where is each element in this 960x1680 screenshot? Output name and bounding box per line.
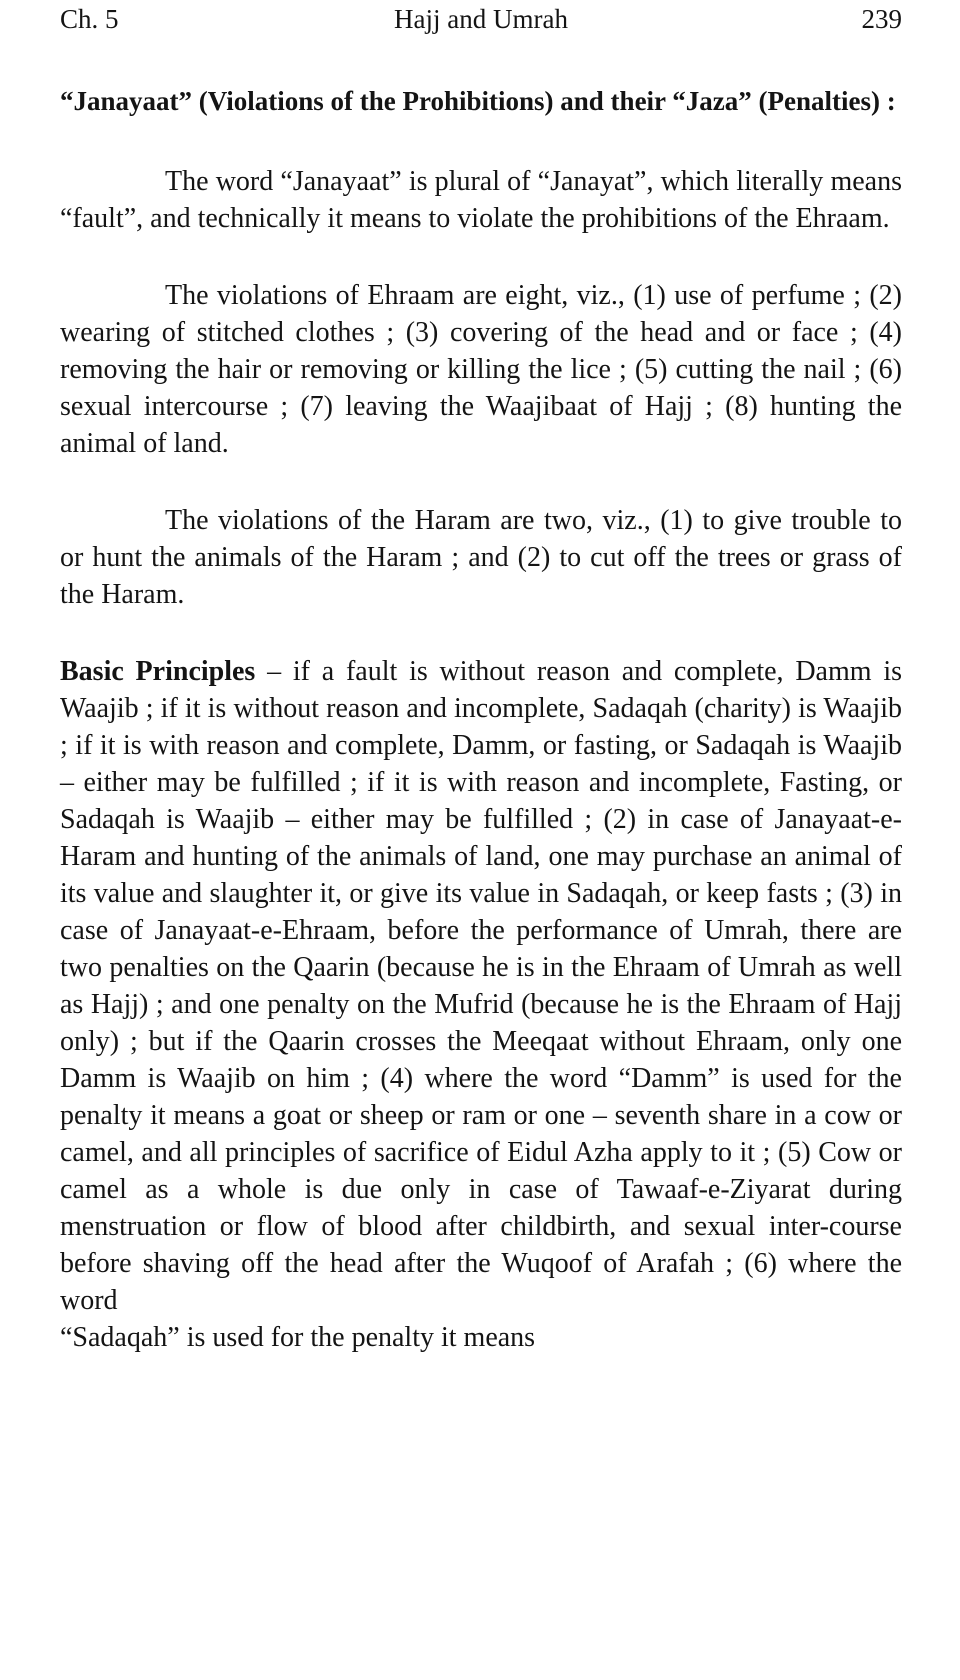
paragraph-janayaat-definition: The word “Janayaat” is plural of “Janayat”, which literally means “fault”, and technically it means to violate the prohibitions of the Ehraam. <box>60 166 902 234</box>
page-number: 239 <box>861 4 902 34</box>
paragraph-ehraam-violations: The violations of Ehraam are eight, viz., (1) use of perfume ; (2) wearing of stitched clothes ; (3) covering of the head and or face ; (4) removing the hair or removing or killing the lice ; (5) cutting the nail ; (6) sexual intercourse ; (7) leaving the Waajibaat of Hajj ; (8) hunting the animal of land. <box>60 280 902 459</box>
basic-principles-closing-line: “Sadaqah” is used for the penalty it means <box>60 1322 536 1353</box>
chapter-label: Ch. 5 <box>60 4 119 34</box>
section-heading: “Janayaat” (Violations of the Prohibitions) and their “Jaza” (Penalties) : <box>60 86 896 116</box>
basic-principles-body: – if a fault is without reason and complete, Damm is Waajib ; if it is without reason and incomplete, Sadaqah (charity) is Waajib ; if it is with reason and complete, Damm, or fasting, or Sadaqah is Waajib – either may be fulfilled ; if it is with reason and incomplete, Fasting, or Sadaqah is Waajib – either may be fulfilled ; (2) in case of Janayaat-e-Haram and hunting of the animals of land, one may purchase an animal of its value and slaughter it, or give its value in Sadaqah, or keep fasts ; (3) in case of Janayaat-e-Ehraam, before the performance of Umrah, there are two penalties on the Qaarin (because he is in the Ehraam of Umrah as well as Hajj) ; and one penalty on the Mufrid (because he is the Ehraam of Hajj only) ; but if the Qaarin crosses the Meeqaat without Ehraam, only one Damm is Waajib on him ; (4) where the word “Damm” is used for the penalty it means a goat or sheep or ram or one – seventh share in a cow or camel, and all principles of sacrifice of Eidul Azha apply to it ; (5) Cow or camel as a whole is due only in case of Tawaaf-e-Ziyarat during menstruation or flow of blood after childbirth, and sexual inter-course before shaving off the head after the Wuqoof of Arafah ; (6) where the word <box>60 656 902 1316</box>
book-page <box>60 0 902 1356</box>
paragraph-haram-violations: The violations of the Haram are two, viz., (1) to give trouble to or hunt the animals of the Haram ; and (2) to cut off the trees or grass of the Haram. <box>60 505 902 610</box>
paragraph-basic-principles <box>60 653 902 1319</box>
book-title: Hajj and Umrah <box>394 4 568 34</box>
basic-principles-label: Basic Principles <box>60 656 256 687</box>
running-header <box>60 0 902 44</box>
